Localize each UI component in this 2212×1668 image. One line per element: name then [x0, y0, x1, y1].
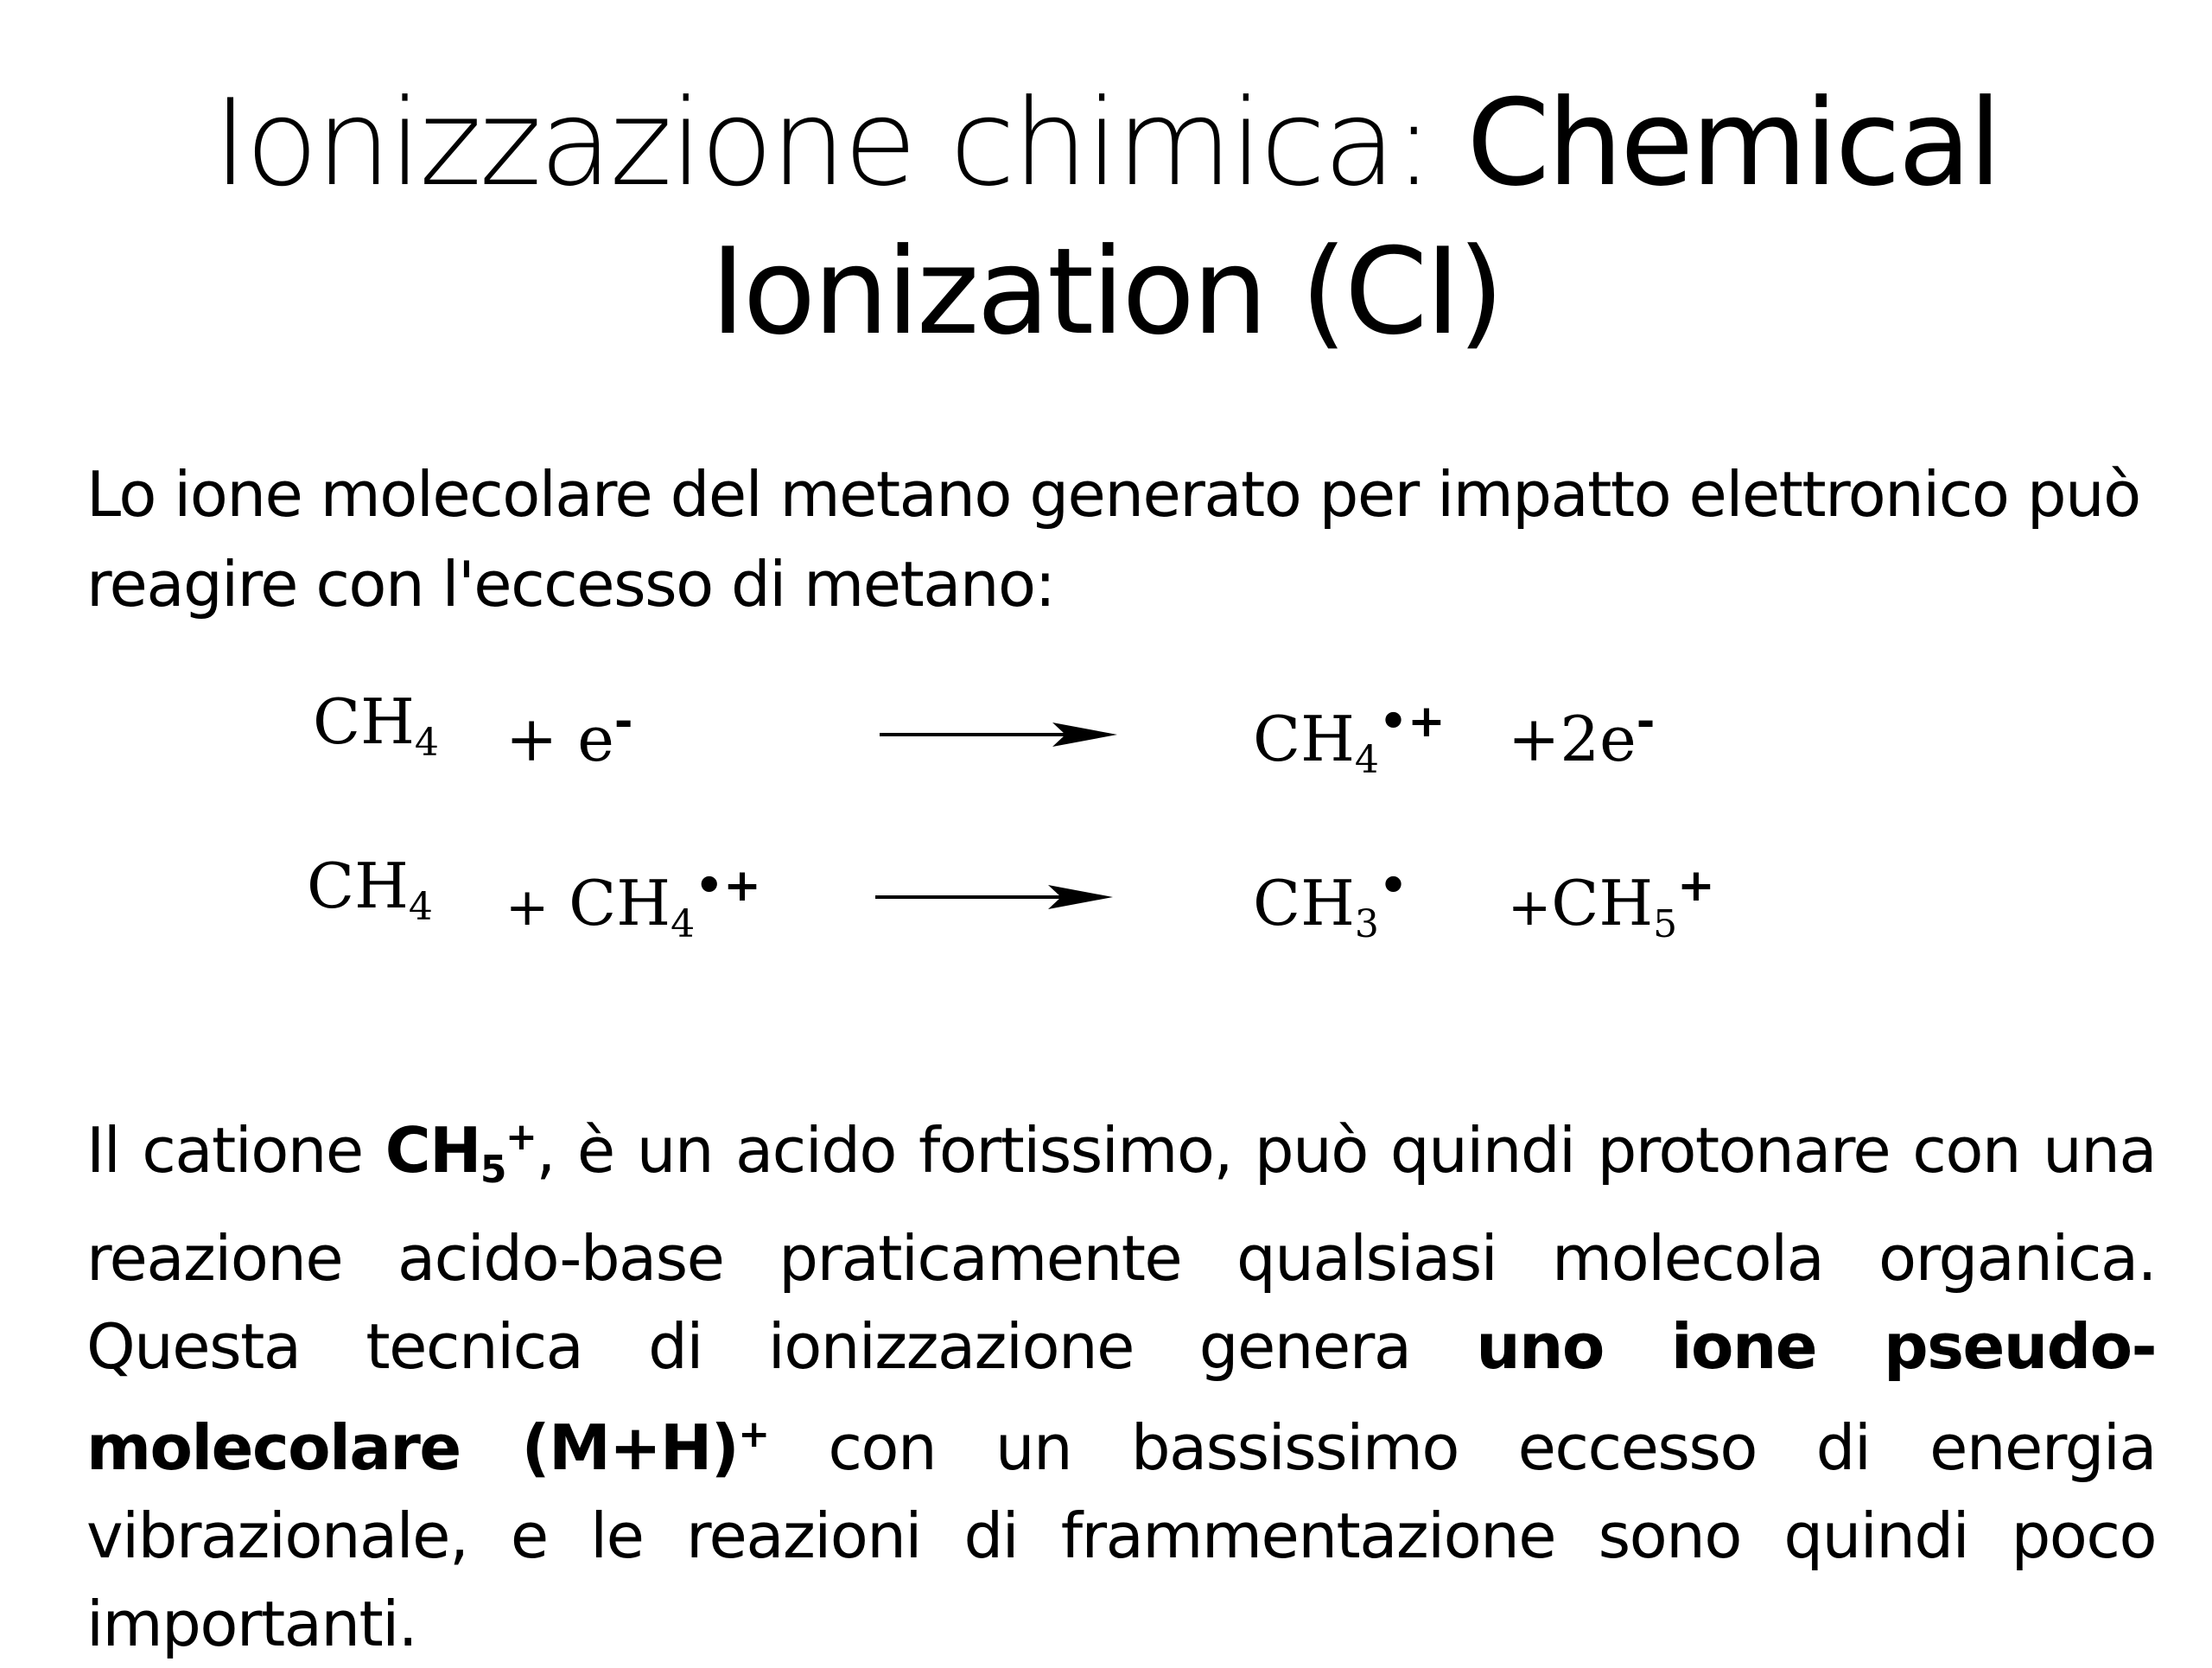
eq2-product1: $CH_3^•$	[1253, 860, 1408, 946]
title-italian: Ionizzazione chimica:	[213, 73, 1467, 213]
eq2-arrow-icon	[875, 880, 1117, 914]
title-english: Chemical Ionization (CI)	[710, 73, 1999, 361]
eq2-reactant1: $CH_4$	[307, 850, 433, 929]
eq1-reactant1: $CH_4$	[313, 685, 439, 765]
intro-text: Lo ione molecolare del metano generato per impatto elettronico può reagire con l'eccesso di metano:	[86, 458, 2140, 621]
explanation-paragraph: Il catione $CH_5^+$, è un acido fortissimo, può quindi protonare con una reazione acido-base praticamente qualsiasi molecola organica. Questa tecnica di ionizzazione genera uno ione pseudo-molecolare (M+H)+ con un bassissimo eccesso di energia vibrazionale, e le reazioni di frammentazione sono quindi poco importanti.	[86, 1114, 2157, 1660]
pseudo-molecular-ion: uno ione pseudo-molecolare (M+H)+	[86, 1310, 2156, 1484]
ch5-formula: $CH_5^+$	[385, 1114, 537, 1192]
slide-title	[0, 69, 2212, 366]
eq1-arrow-icon	[880, 717, 1122, 752]
eq1-product2: +2e-	[1508, 696, 1656, 775]
eq1-reactant2: + e-	[505, 696, 633, 775]
eq1-product1: $CH_4^{•+}$	[1253, 696, 1446, 782]
eq2-product2: $+CH_5^+$	[1508, 860, 1715, 946]
eq2-reactant2: + $CH_4^{•+}$	[505, 860, 761, 946]
